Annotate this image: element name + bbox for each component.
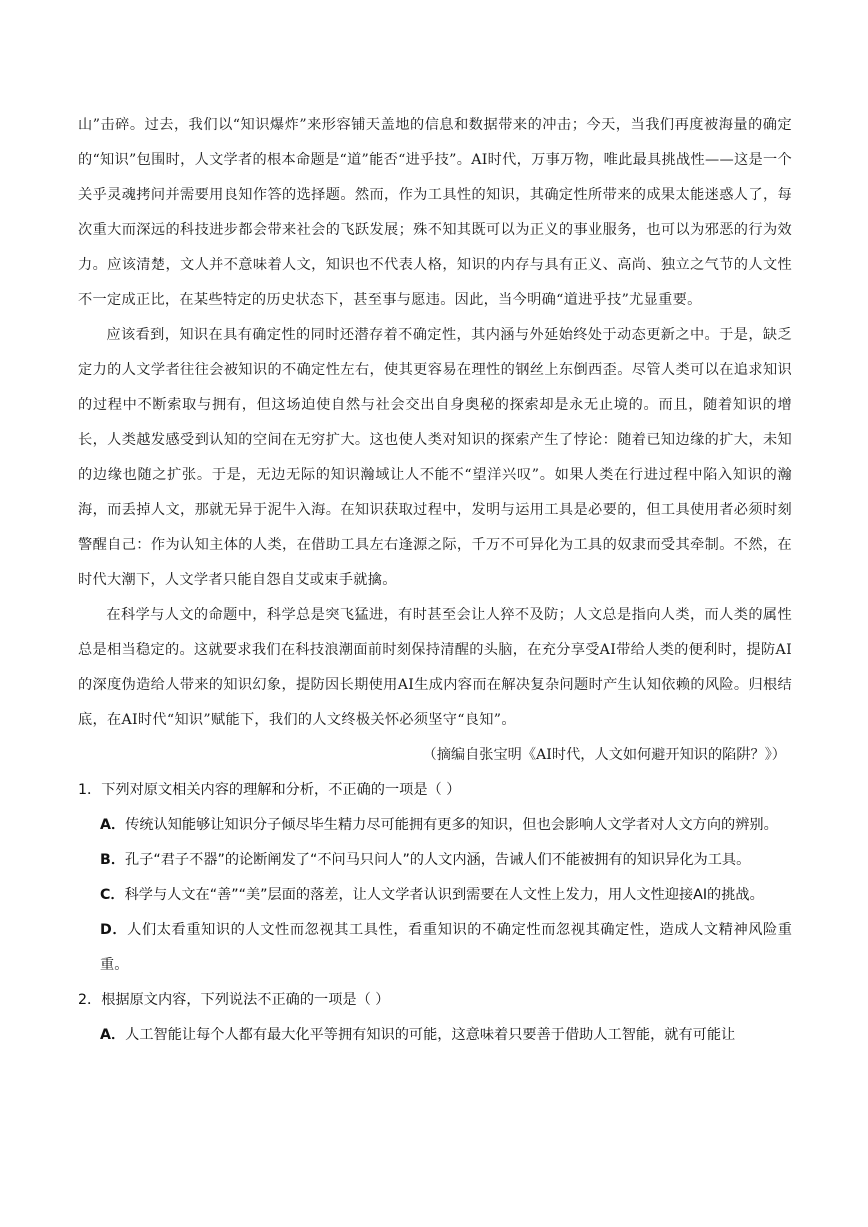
option-a[interactable]	[78, 1018, 792, 1053]
option-b[interactable]	[78, 843, 792, 878]
passage-paragraph-2: 应该看到，知识在具有确定性的同时还潜存着不确定性，其内涵与外延始终处于动态更新之中。于是，缺乏定力的人文学者往往会被知识的不确定性左右，使其更容易在理性的钢丝上东倒西歪。尽管人类可以在追求知识的过程中不断索取与拥有，但这场迫使自然与社会交出自身奥秘的探索却是永无止境的。而且，随着知识的增长，人类越发感受到认知的空间在无穷扩大。这也使人类对知识的探索产生了悖论：随着已知边缘的扩大，未知的边缘也随之扩张。于是，无边无际的知识瀚域让人不能不“望洋兴叹”。如果人类在行进过程中陷入知识的瀚海，而丢掉人文，那就无异于泥牛入海。在知识获取过程中，发明与运用工具是必要的，但工具使用者必须时刻警醒自己：作为认知主体的人类，在借助工具左右逢源之际，千万不可异化为工具的奴隶而受其牵制。不然，在时代大潮下，人文学者只能自怨自艾或束手就擒。	[78, 327, 792, 588]
option-d[interactable]	[78, 913, 792, 983]
option-c[interactable]	[78, 878, 792, 913]
option-key: B．	[100, 852, 126, 868]
option-text: 人们太看重知识的人文性而忽视其工具性，看重知识的不确定性而忽视其确定性，造成人文精神风险重重。	[100, 922, 792, 973]
passage-paragraph-1: 山”击碎。过去，我们以“知识爆炸”来形容铺天盖地的信息和数据带来的冲击；今天，当我们再度被海量的确定的“知识”包围时，人文学者的根本命题是“道”能否“进乎技”。AI时代，万事万物，唯此最具挑战性——这是一个关乎灵魂拷问并需要用良知作答的选择题。然而，作为工具性的知识，其确定性所带来的成果太能迷惑人了，每次重大而深远的科技进步都会带来社会的飞跃发展；殊不知其既可以为正义的事业服务，也可以为邪恶的行为效力。应该清楚，文人并不意味着人文，知识也不代表人格，知识的内存与具有正义、高尚、独立之气节的人文性不一定成正比，在某些特定的历史状态下，甚至事与愿违。因此，当今明确“道进乎技”尤显重要。	[78, 117, 792, 308]
document-page	[78, 108, 792, 1053]
option-key: A．	[100, 817, 126, 833]
option-text: 科学与人文在“善”“美”层面的落差，让人文学者认识到需要在人文性上发力，用人文性迎接AI的挑战。	[124, 887, 764, 903]
option-text: 孔子“君子不器”的论断阐发了“不问马只问人”的人文内涵，告诫人们不能被拥有的知识异化为工具。	[125, 852, 751, 868]
option-a[interactable]	[78, 808, 792, 843]
question-2	[78, 983, 792, 1053]
question-stem: 1．下列对原文相关内容的理解和分析，不正确的一项是（ ）	[78, 782, 461, 798]
question-stem: 2．根据原文内容，下列说法不正确的一项是（ ）	[78, 992, 390, 1008]
option-key: C．	[100, 887, 125, 903]
passage-source: （摘编自张宝明《AI时代，人文如何避开知识的陷阱？》）	[422, 747, 786, 763]
option-key: A．	[100, 1027, 126, 1043]
option-text: 传统认知能够让知识分子倾尽毕生精力尽可能拥有更多的知识，但也会影响人文学者对人文方向的辨别。	[125, 817, 778, 833]
question-1	[78, 773, 792, 983]
passage-paragraph-3: 在科学与人文的命题中，科学总是突飞猛进，有时甚至会让人猝不及防；人文总是指向人类，而人类的属性总是相当稳定的。这就要求我们在科技浪潮面前时刻保持清醒的头脑，在充分享受AI带给人类的便利时，提防AI的深度伪造给人带来的知识幻象，提防因长期使用AI生成内容而在解决复杂问题时产生认知依赖的风险。归根结底，在AI时代“知识”赋能下，我们的人文终极关怀必须坚守“良知”。	[78, 607, 792, 728]
option-key: D．	[100, 922, 128, 938]
option-text: 人工智能让每个人都有最大化平等拥有知识的可能，这意味着只要善于借助人工智能，就有可能让	[125, 1027, 736, 1043]
